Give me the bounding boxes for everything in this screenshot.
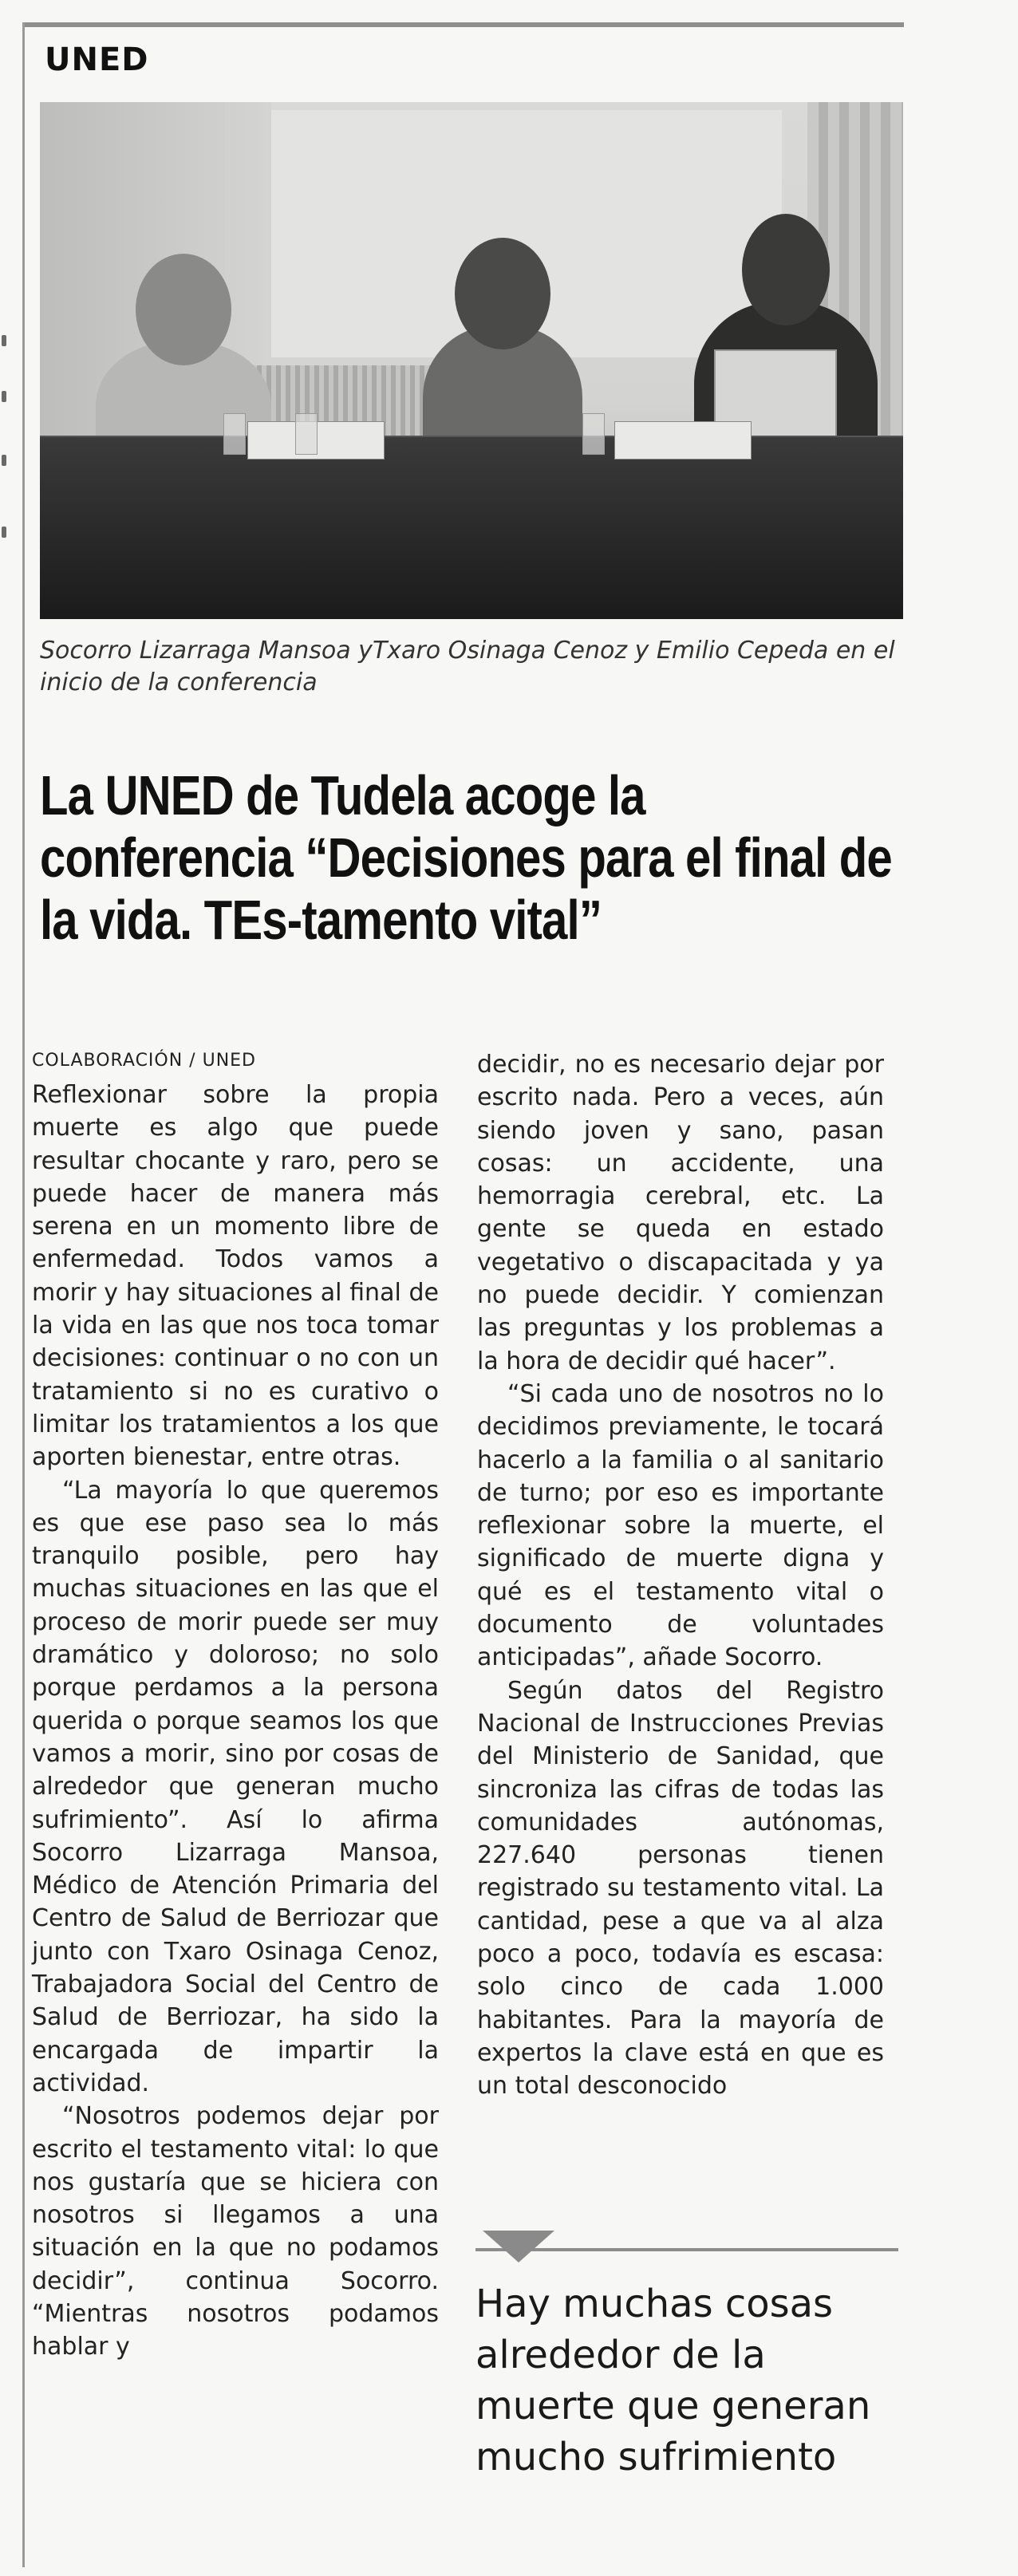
photo-caption: Socorro Lizarraga Mansoa yTxaro Osinaga Cenoz y Emilio Cepeda en el inicio de la conferencia xyxy=(40,637,895,696)
paragraph: “Nosotros podemos dejar por escrito el testamento vital: lo que nos gustaría que se hiciera con nosotros si llegamos a una situación en la que no podamos decidir”, continua Socorro. “Mientras nosotros podamos hablar y xyxy=(32,2102,439,2361)
paragraph: decidir, no es necesario dejar por escrito nada. Pero a veces, aún siendo joven y sano, pasan cosas: un accidente, una hemorragia cerebral, etc. La gente se queda en estado vegetativo o discapacitada y ya no puede decidir. Y comienzan las preguntas y los problemas a la hora de decidir qué hacer”. xyxy=(477,1051,884,1375)
paragraph: “Si cada uno de nosotros no lo decidimos previamente, le tocará hacerlo a la familia o al sanitario de turno; por eso es importante reflexionar sobre la muerte, el significado de muerte digna y qué es el testamento vital o documento de voluntades anticipadas”, añade Socorro. xyxy=(477,1379,884,1672)
section-tag: UNED xyxy=(45,41,149,78)
paragraph: Según datos del Registro Nacional de Instrucciones Previas del Ministerio de Sanidad, que sincroniza las cifras de todas las comunidades autónomas, 227.640 personas tienen registrado su testamento vital. La cantidad, pese a que va al alza poco a poco, todavía es escasa: solo cinco de cada 1.000 habitantes. Para la mayoría de expertos la clave está en que es un total desconocido xyxy=(477,1676,884,2101)
paragraph: “La mayoría lo que queremos es que ese paso sea lo más tranquilo posible, pero hay muchas situaciones en las que el proceso de morir puede ser muy dramático y doloroso; no solo porque perdamos a la persona querida o porque seamos los que vamos a morir, sino por cosas de alrededor que generan mucho sufrimiento”. Así lo afirma Socorro Lizarraga Mansoa, Médico de Atención Primaria del Centro de Salud de Berriozar que junto con Txaro Osinaga Cenoz, Trabajadora Social del Centro de Salud de Berriozar, ha sido la encargada de impartir la actividad. xyxy=(32,1476,439,2097)
column-right xyxy=(477,1048,884,2103)
pullquote: Hay muchas cosas alrededor de la muerte que generan mucho sufrimiento xyxy=(475,2282,871,2479)
page-edge-marks xyxy=(0,335,11,574)
headline: La UNED de Tudela acoge la conferencia “Decisiones para el final de la vida. TEs-tamento vital” xyxy=(40,764,892,951)
byline: COLABORACIÓN / UNED xyxy=(32,1051,256,1071)
paragraph: Reflexionar sobre la propia muerte es algo que puede resultar chocante y raro, pero se puede hacer de manera más serena en un momento libre de enfermedad. Todos vamos a morir y hay situaciones al final de la vida en las que nos toca tomar decisiones: continuar o no con un tratamiento si no es curativo o limitar los tratamientos a los que aporten bienestar, entre otras. xyxy=(32,1081,439,1472)
column-left xyxy=(32,1048,439,2364)
conference-photo xyxy=(40,102,903,619)
pullquote-triangle-icon xyxy=(483,2231,554,2262)
